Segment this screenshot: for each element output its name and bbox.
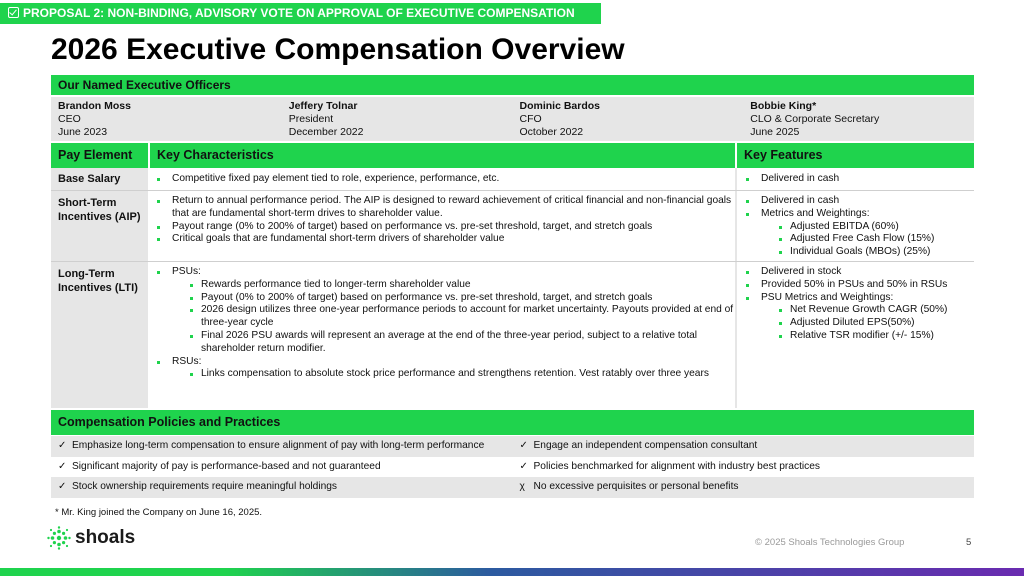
checkbox-icon — [8, 7, 19, 18]
header-key-features: Key Features — [744, 148, 823, 162]
sub-list — [186, 279, 737, 356]
policy-item — [513, 436, 975, 457]
policy-item — [51, 457, 513, 478]
list-item: Return to annual performance period. The AIP is designed to reward achievement of critical financial and non-financial goals that are fundamental short-term drives to shareholder value. — [148, 195, 737, 221]
features-cell — [737, 168, 974, 191]
check-icon: ✓ — [58, 460, 67, 472]
sub-list-item: Individual Goals (MBOs) (25%) — [775, 246, 974, 259]
list-item — [737, 208, 974, 259]
sub-list — [775, 304, 974, 342]
characteristics-list — [148, 173, 737, 186]
officer-role: President — [288, 113, 334, 125]
check-icon: ✓ — [519, 460, 529, 472]
pay-element-label: Base Salary — [51, 168, 148, 191]
footnote: * Mr. King joined the Company on June 16, 2025. — [55, 507, 263, 518]
sub-list-item: Links compensation to absolute stock price performance and strengthens retention. Vest ratably over three years — [186, 368, 737, 381]
list-item: Delivered in cash — [737, 195, 974, 208]
proposal-banner-text: PROPOSAL 2: NON-BINDING, ADVISORY VOTE ON APPROVAL OF EXECUTIVE COMPENSATION — [23, 6, 575, 20]
shoals-logo — [47, 526, 135, 550]
policy-text: Stock ownership requirements require meaningful holdings — [72, 481, 338, 492]
policy-row — [51, 457, 974, 478]
list-item: Provided 50% in PSUs and 50% in RSUs — [737, 279, 974, 292]
characteristics-cell — [148, 168, 737, 191]
officer-since: December 2022 — [288, 126, 364, 138]
policy-item — [51, 477, 513, 498]
officer-name: Dominic Bardos — [519, 100, 601, 112]
shoals-logo-icon — [47, 526, 71, 550]
pay-row-base-salary — [51, 168, 974, 191]
policies-section-header: Compensation Policies and Practices — [51, 410, 974, 435]
list-item: Delivered in cash — [737, 173, 974, 186]
page-number: 5 — [966, 537, 972, 548]
policies-table — [51, 436, 974, 498]
policy-text: No excessive perquisites or personal benefits — [533, 481, 739, 492]
page-title: 2026 Executive Compensation Overview — [51, 33, 625, 66]
pay-row-long-term-incentives — [51, 262, 974, 408]
pay-table-header — [51, 143, 974, 168]
officer-name: Bobbie King* — [750, 100, 817, 112]
officer-card — [51, 97, 282, 141]
copyright: © 2025 Shoals Technologies Group — [755, 537, 905, 548]
officer-card — [282, 97, 513, 141]
officer-since: June 2023 — [58, 126, 108, 138]
officer-name: Brandon Moss — [58, 100, 131, 112]
officer-role: CLO & Corporate Secretary — [750, 113, 880, 125]
features-list — [737, 266, 974, 343]
officer-name: Jeffery Tolnar — [288, 100, 358, 112]
sub-list-item: 2026 design utilizes three one-year performance periods to account for market uncertainty. Payouts provided at end of three-year cycle — [186, 304, 737, 330]
logo-wordmark: shoals — [75, 527, 136, 548]
officer-card — [743, 97, 974, 141]
sub-list-item: Adjusted Free Cash Flow (15%) — [775, 233, 974, 246]
list-item — [148, 356, 737, 382]
features-list — [737, 173, 974, 186]
officer-since: October 2022 — [519, 126, 584, 138]
policy-row — [51, 436, 974, 457]
list-item-text: PSUs: — [172, 266, 201, 277]
characteristics-list — [148, 195, 737, 246]
sub-list-item: Net Revenue Growth CAGR (50%) — [775, 304, 974, 317]
check-icon: ✓ — [519, 440, 529, 451]
policy-item — [51, 436, 513, 457]
officer-card — [513, 97, 744, 141]
sub-list-item: Adjusted EBITDA (60%) — [775, 221, 974, 234]
header-pay-element: Pay Element — [58, 148, 133, 162]
pay-row-short-term-incentives — [51, 191, 974, 262]
sub-list — [186, 368, 737, 381]
bottom-gradient-bar — [0, 568, 1024, 576]
officer-role: CEO — [58, 113, 81, 125]
features-cell — [737, 191, 974, 262]
officers-panel — [51, 97, 974, 141]
sub-list-item: Rewards performance tied to longer-term shareholder value — [186, 279, 737, 292]
list-item: Delivered in stock — [737, 266, 974, 279]
check-icon: ✓ — [58, 481, 67, 492]
list-item: Competitive fixed pay element tied to role, experience, performance, etc. — [148, 173, 737, 186]
list-item-text: PSU Metrics and Weightings: — [761, 291, 894, 303]
check-icon: ✓ — [58, 440, 67, 451]
policy-item — [513, 457, 975, 478]
features-cell — [737, 262, 974, 408]
policy-row — [51, 477, 974, 498]
policy-text: Emphasize long-term compensation to ensure alignment of pay with long-term performance — [72, 440, 485, 451]
characteristics-cell — [148, 262, 737, 408]
sub-list-item: Final 2026 PSU awards will represent an average at the end of the three-year period, subject to a relative total shareholder return modifier. — [186, 330, 737, 356]
characteristics-cell — [148, 191, 737, 262]
x-mark-icon: χ — [519, 481, 525, 492]
officers-section-header: Our Named Executive Officers — [51, 75, 974, 95]
sub-list-item: Payout (0% to 200% of target) based on performance vs. pre-set threshold, target, and stretch goals — [186, 292, 737, 305]
sub-list-item: Adjusted Diluted EPS(50%) — [775, 317, 974, 330]
sub-list — [775, 221, 974, 259]
header-key-characteristics: Key Characteristics — [157, 148, 274, 162]
characteristics-list — [148, 266, 737, 381]
list-item: Payout range (0% to 200% of target) based on performance vs. pre-set threshold, target, and stretch goals — [148, 221, 737, 234]
policy-text: Engage an independent compensation consultant — [533, 440, 758, 451]
features-list — [737, 195, 974, 259]
list-item: Critical goals that are fundamental short-term drivers of shareholder value — [148, 233, 737, 246]
proposal-banner — [0, 3, 601, 24]
sub-list-item: Relative TSR modifier (+/- 15%) — [775, 330, 974, 343]
list-item — [148, 266, 737, 356]
officer-since: June 2025 — [750, 126, 800, 138]
list-item-text: RSUs: — [172, 355, 202, 367]
policy-text: Policies benchmarked for alignment with industry best practices — [533, 460, 821, 472]
policy-text: Significant majority of pay is performance-based and not guaranteed — [72, 460, 381, 472]
pay-element-label: Short-Term Incentives (AIP) — [51, 191, 148, 262]
officer-role: CFO — [519, 113, 542, 125]
pay-element-label: Long-Term Incentives (LTI) — [51, 262, 148, 408]
list-item-text: Metrics and Weightings: — [761, 207, 870, 219]
policy-item — [513, 477, 975, 498]
list-item — [737, 292, 974, 343]
